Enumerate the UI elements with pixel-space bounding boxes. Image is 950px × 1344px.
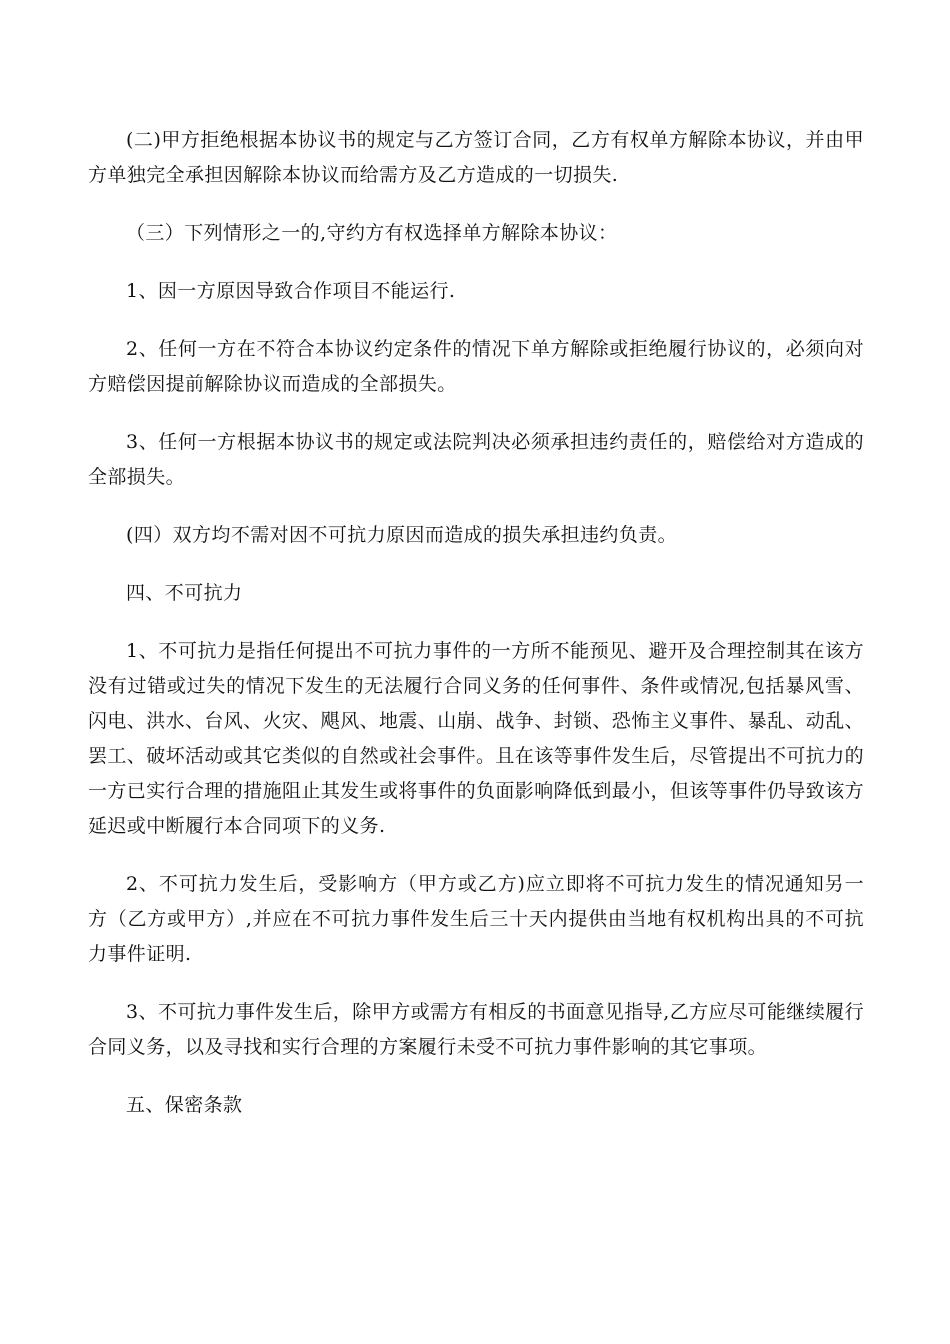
force-majeure-item-3: 3、不可抗力事件发生后，除甲方或需方有相反的书面意见指导,乙方应尽可能继续履行合同义务，以及寻找和实行合理的方案履行未受不可抗力事件影响的其它事项。 [88, 1001, 864, 1058]
force-majeure-item-1: 1、不可抗力是指任何提出不可抗力事件的一方所不能预见、避开及合理控制其在该方没有过错或过失的情况下发生的无法履行合同义务的任何事件、条件或情况,包括暴风雪、闪电、洪水、台风、火灾、飓风、地震、山崩、战争、封锁、恐怖主义事件、暴乱、动乱、罢工、破坏活动或其它类似的自然或社会事件。且在该等事件发生后，尽管提出不可抗力的一方已实行合理的措施阻止其发生或将事件的负面影响降低到最小，但该等事件仍导致该方延迟或中断履行本合同项下的义务. [88, 640, 865, 837]
paragraph-2-termination: (二)甲方拒绝根据本协议书的规定与乙方签订合同，乙方有权单方解除本协议，并由甲方单独完全承担因解除本协议而给需方及乙方造成的一切损失. [88, 129, 864, 186]
section-heading-confidentiality: 五、保密条款 [126, 1094, 243, 1116]
section-heading-force-majeure: 四、不可抗力 [126, 582, 243, 604]
paragraph-item-2: 2、任何一方在不符合本协议约定条件的情况下单方解除或拒绝履行协议的，必须向对方赔偿因提前解除协议而造成的全部损失。 [88, 338, 864, 395]
paragraph-3-heading: （三）下列情形之一的,守约方有权选择单方解除本协议： [126, 222, 618, 244]
force-majeure-item-2: 2、不可抗力发生后，受影响方（甲方或乙方)应立即将不可抗力发生的情况通知另一方（乙方或甲方）,并应在不可抗力事件发生后三十天内提供由当地有权机构出具的不可抗力事件证明. [88, 873, 864, 965]
paragraph-item-1: 1、因一方原因导致合作项目不能运行. [126, 280, 456, 302]
paragraph-4-liability: (四）双方均不需对因不可抗力原因而造成的损失承担违约负责。 [126, 524, 678, 546]
paragraph-item-3: 3、任何一方根据本协议书的规定或法院判决必须承担违约责任的，赔偿给对方造成的全部损失。 [88, 431, 864, 488]
document-body [88, 123, 864, 1146]
